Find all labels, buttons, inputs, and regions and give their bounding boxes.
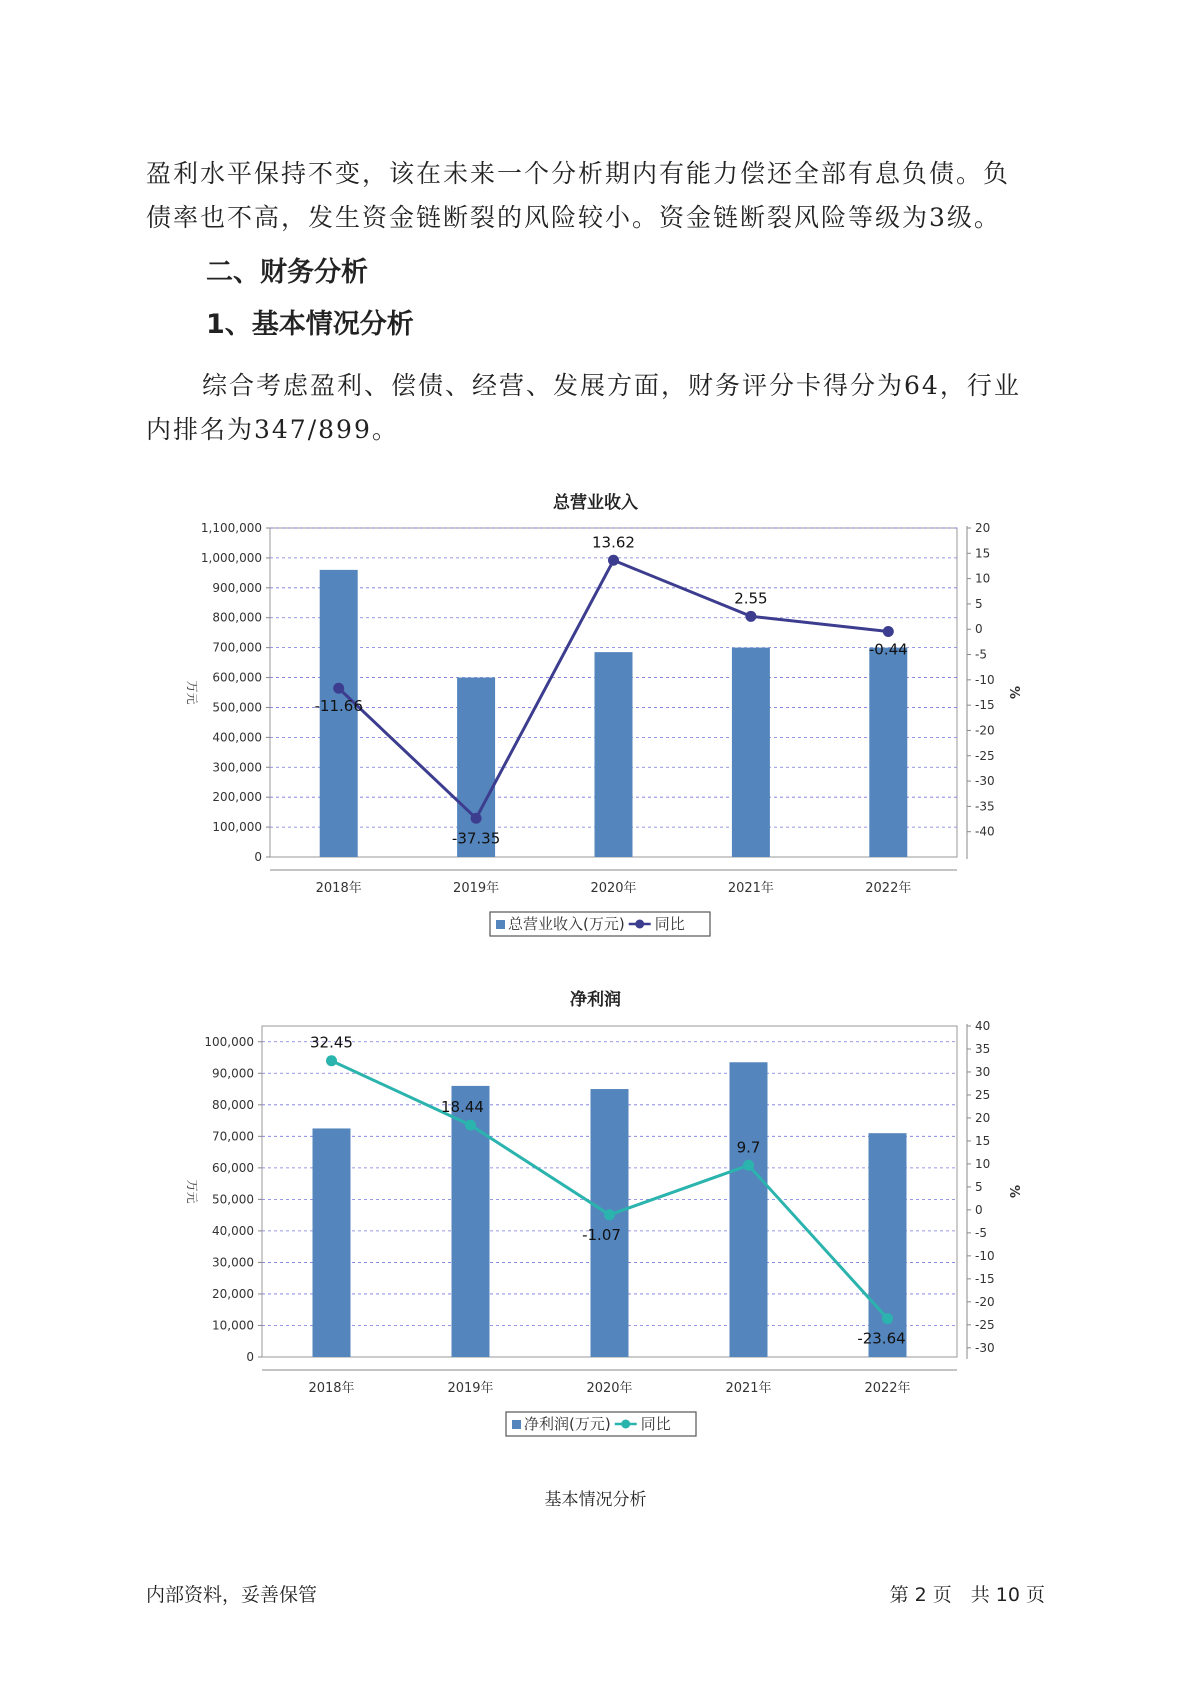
- y2-tick-label: 0: [975, 622, 983, 637]
- y2-tick-label: 25: [975, 1087, 991, 1102]
- x-tick-label: 2019年: [447, 1381, 494, 1396]
- data-label: 2.55: [734, 589, 768, 608]
- y2-tick-label: 15: [975, 1133, 991, 1148]
- y2-tick-label: -15: [975, 698, 995, 713]
- y2-tick-label: -10: [975, 672, 995, 687]
- x-tick-label: 2018年: [315, 881, 362, 896]
- y2-tick-label: -25: [975, 748, 995, 763]
- paragraph-2-line-1: 综合考虑盈利、偿债、经营、发展方面，财务评分卡得分为64，行业: [202, 371, 1021, 400]
- paragraph-2-line-2: 内排名为347/899。: [146, 415, 399, 444]
- bar: [313, 1128, 351, 1357]
- y2-tick-label: -35: [975, 799, 995, 814]
- bar: [732, 648, 770, 857]
- x-tick-label: 2021年: [725, 1381, 772, 1396]
- y-tick-label: 200,000: [212, 790, 262, 805]
- y-tick-label: 1,100,000: [200, 521, 262, 535]
- y-tick-label: 400,000: [212, 730, 262, 745]
- y-tick-label: 50,000: [212, 1192, 254, 1207]
- y2-axis-label: %: [1006, 1184, 1021, 1199]
- bar: [730, 1062, 768, 1357]
- chart-2-title: 净利润: [570, 990, 621, 1010]
- y-tick-label: 40,000: [212, 1223, 254, 1238]
- y2-tick-label: 30: [975, 1064, 991, 1079]
- data-label: 9.7: [736, 1138, 761, 1157]
- y2-tick-label: -10: [975, 1248, 995, 1263]
- data-label: -37.35: [451, 829, 501, 848]
- paragraph-1-line-1: 盈利水平保持不变，该在未来一个分析期内有能力偿还全部有息负债。负: [146, 159, 1011, 188]
- yoy-point: [882, 1313, 893, 1324]
- legend-line-marker: [621, 1420, 630, 1429]
- yoy-point: [333, 683, 344, 694]
- legend-line-label: 同比: [640, 1415, 671, 1433]
- y2-tick-label: 10: [975, 571, 991, 586]
- y2-tick-label: 20: [975, 1110, 991, 1125]
- data-label: -11.66: [314, 697, 363, 716]
- y-tick-label: 70,000: [212, 1129, 254, 1144]
- y-tick-label: 100,000: [212, 820, 262, 835]
- x-tick-label: 2021年: [727, 881, 774, 896]
- y-tick-label: 0: [254, 850, 262, 864]
- net-profit-chart: [0, 1005, 1191, 1475]
- y2-axis-label: %: [1006, 685, 1021, 700]
- footer-page-number: 第 2 页 共 10 页: [889, 1584, 1045, 1606]
- y-tick-label: 30,000: [212, 1255, 254, 1270]
- legend-bar-label: 净利润(万元): [524, 1415, 611, 1433]
- y-tick-label: 800,000: [212, 610, 262, 625]
- subsection-heading: 1、基本情况分析: [206, 309, 414, 340]
- yoy-point: [745, 611, 756, 622]
- y2-tick-label: 10: [975, 1156, 991, 1171]
- y-tick-label: 300,000: [212, 760, 262, 775]
- y2-tick-label: -20: [975, 723, 995, 738]
- legend-bar-swatch: [512, 1420, 521, 1429]
- yoy-point: [471, 813, 482, 824]
- data-label: -1.07: [582, 1225, 621, 1244]
- figure-caption: 基本情况分析: [544, 1490, 647, 1510]
- revenue-chart: [0, 510, 1191, 970]
- yoy-point: [608, 555, 619, 566]
- y-tick-label: 900,000: [212, 580, 262, 595]
- y2-tick-label: 15: [975, 546, 991, 561]
- y2-tick-label: 5: [975, 1179, 983, 1194]
- x-tick-label: 2020年: [586, 1381, 633, 1396]
- y-tick-label: 90,000: [212, 1066, 254, 1081]
- x-tick-label: 2022年: [865, 881, 912, 896]
- y-tick-label: 10,000: [212, 1318, 254, 1333]
- yoy-point: [883, 626, 894, 637]
- data-label: 32.45: [310, 1033, 353, 1052]
- paragraph-1-line-2: 债率也不高，发生资金链断裂的风险较小。资金链断裂风险等级为3级。: [146, 203, 1001, 232]
- legend-bar-label: 总营业收入(万元): [508, 915, 625, 933]
- y2-tick-label: -5: [975, 647, 987, 662]
- y-axis-label: 万元: [185, 1179, 199, 1204]
- y-tick-label: 1,000,000: [200, 550, 262, 565]
- section-heading: 二、财务分析: [206, 257, 368, 288]
- y-tick-label: 80,000: [212, 1097, 254, 1112]
- y2-tick-label: -20: [975, 1294, 995, 1309]
- chart-1-title: 总营业收入: [553, 493, 638, 513]
- x-tick-label: 2022年: [864, 1381, 911, 1396]
- legend-bar-swatch: [496, 920, 505, 929]
- legend-line-marker: [635, 920, 644, 929]
- y2-tick-label: -30: [975, 774, 995, 789]
- bar: [595, 652, 633, 857]
- y-axis-label: 万元: [185, 680, 199, 705]
- x-tick-label: 2019年: [453, 881, 500, 896]
- y-tick-label: 100,000: [204, 1034, 254, 1049]
- y-tick-label: 60,000: [212, 1160, 254, 1175]
- data-label: -23.64: [857, 1329, 906, 1348]
- y-tick-label: 700,000: [212, 640, 262, 655]
- y2-tick-label: -25: [975, 1317, 995, 1332]
- y2-tick-label: 20: [975, 521, 991, 535]
- yoy-point: [326, 1055, 337, 1066]
- y2-tick-label: 35: [975, 1041, 991, 1056]
- yoy-point: [465, 1120, 476, 1131]
- bar: [591, 1089, 629, 1357]
- y2-tick-label: -5: [975, 1225, 987, 1240]
- y2-tick-label: -40: [975, 824, 995, 839]
- data-label: 18.44: [441, 1098, 484, 1117]
- yoy-point: [743, 1160, 754, 1171]
- y2-tick-label: -30: [975, 1340, 995, 1355]
- x-tick-label: 2018年: [308, 1381, 355, 1396]
- y2-tick-label: -15: [975, 1271, 995, 1286]
- bar: [869, 648, 907, 857]
- y2-tick-label: 40: [975, 1019, 991, 1033]
- data-label: -0.44: [868, 640, 908, 659]
- y2-tick-label: 0: [975, 1202, 983, 1217]
- footer-left: 内部资料，妥善保管: [146, 1584, 318, 1606]
- data-label: 13.62: [592, 533, 635, 552]
- y2-tick-label: 5: [975, 596, 983, 611]
- legend-line-label: 同比: [654, 915, 685, 933]
- y-tick-label: 20,000: [212, 1286, 254, 1301]
- y-tick-label: 500,000: [212, 700, 262, 715]
- y-tick-label: 0: [246, 1350, 254, 1364]
- yoy-point: [604, 1209, 615, 1220]
- y-tick-label: 600,000: [212, 670, 262, 685]
- x-tick-label: 2020年: [590, 881, 637, 896]
